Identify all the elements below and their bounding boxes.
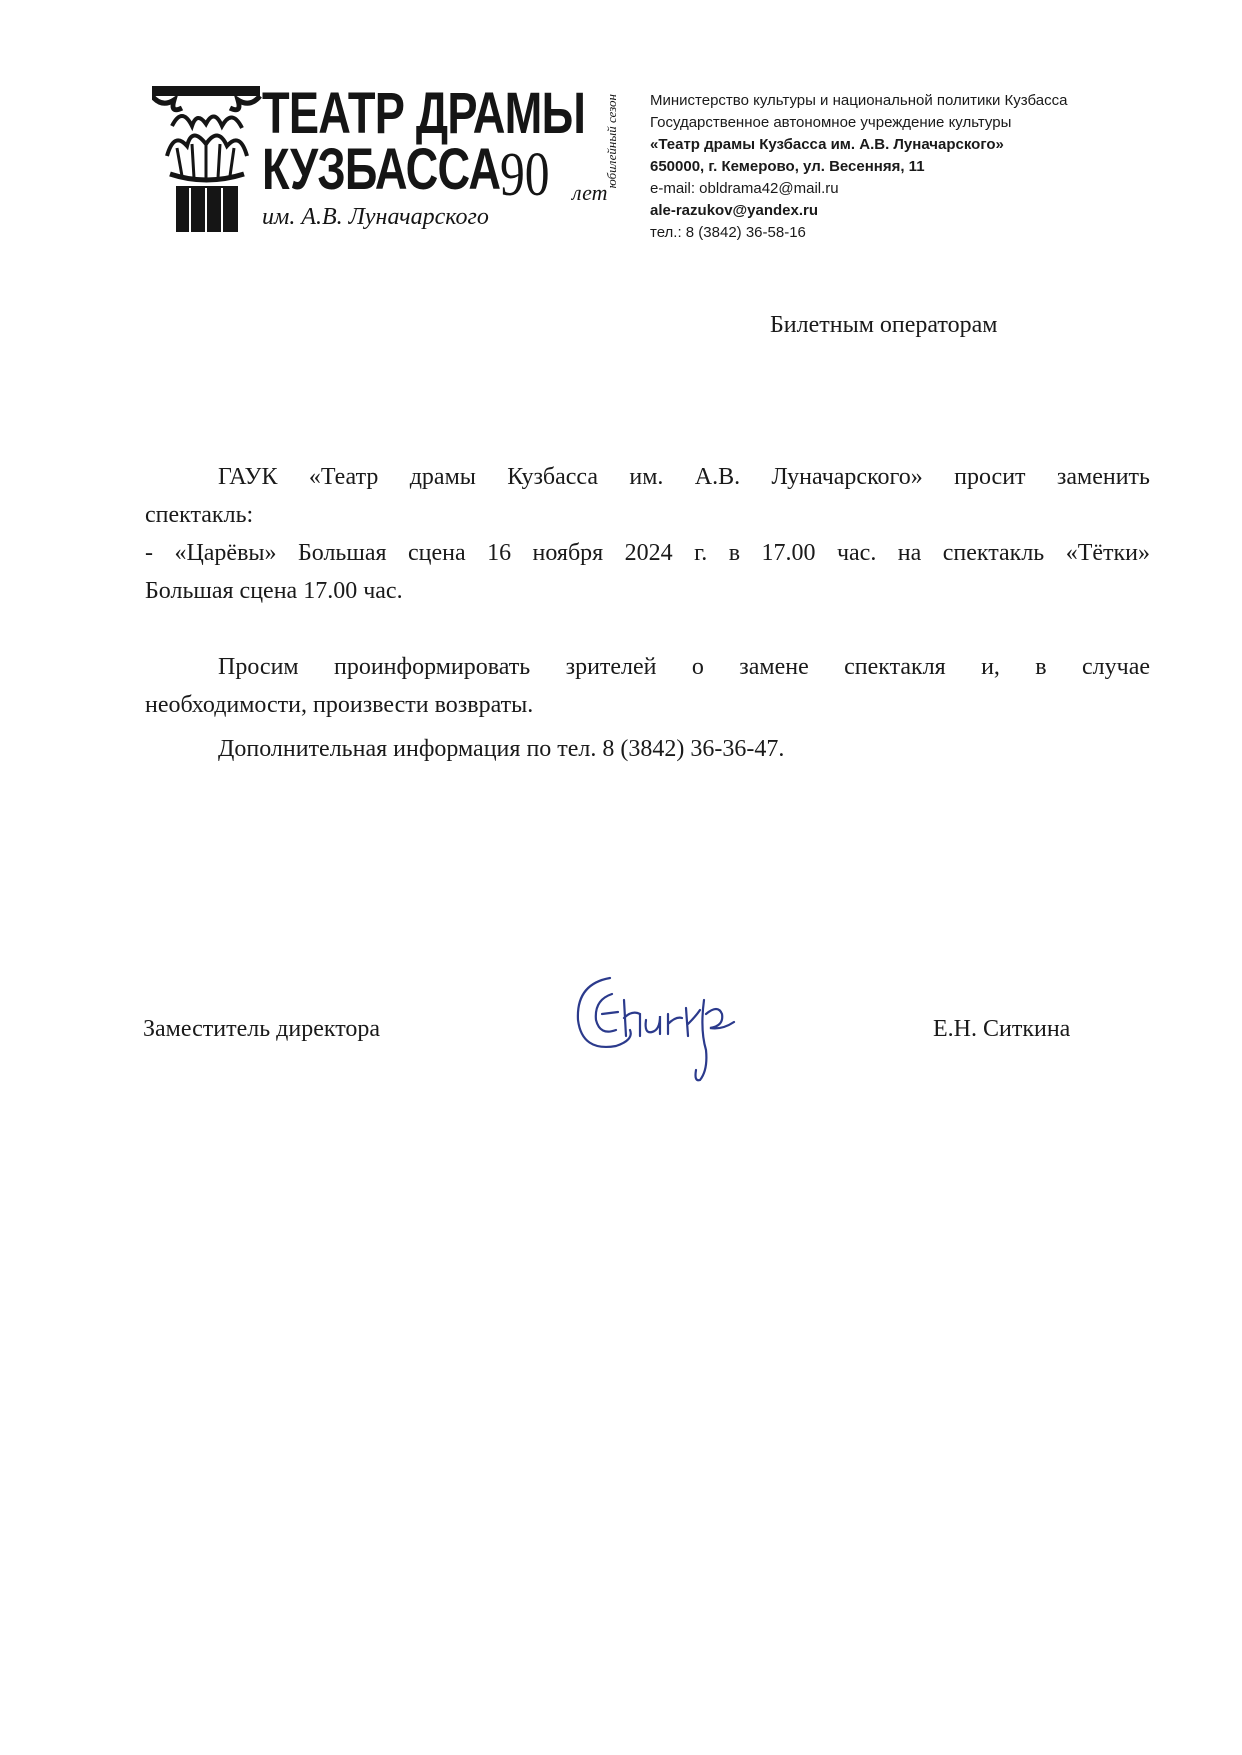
logo-title-line2: КУЗБАССА xyxy=(262,137,501,202)
org-line-ministry: Министерство культуры и национальной политики Кузбасса xyxy=(650,92,1068,109)
org-line-type: Государственное автономное учреждение культуры xyxy=(650,114,1012,131)
signer-name: Е.Н. Ситкина xyxy=(933,1016,1071,1042)
org-line-name: «Театр драмы Кузбасса им. А.В. Луначарского» xyxy=(650,136,1004,153)
request-paragraph xyxy=(145,458,1150,610)
handwritten-signature xyxy=(572,970,762,1090)
contact-paragraph: Дополнительная информация по тел. 8 (3842) 36-36-47. xyxy=(218,736,785,762)
request-line-4: Большая сцена 17.00 час. xyxy=(145,578,403,604)
logo-season: юбилейный сезон xyxy=(604,94,619,189)
logo-subtitle: им. А.В. Луначарского xyxy=(262,204,489,230)
request-line-1: ГАУК «Театр драмы Кузбасса им. А.В. Луначарского» просит заменить xyxy=(218,464,1150,490)
organization-info xyxy=(650,90,1067,244)
logo-years-suffix: лет xyxy=(572,180,608,205)
request-line-3: - «Царёвы» Большая сцена 16 ноября 2024 г. в 17.00 час. на спектакль «Тётки» xyxy=(145,540,1150,566)
request-line-2: спектакль: xyxy=(145,502,254,528)
org-line-phone: тел.: 8 (3842) 36-58-16 xyxy=(650,224,806,241)
org-line-email2: ale-razukov@yandex.ru xyxy=(650,202,819,219)
org-line-address: 650000, г. Кемерово, ул. Весенняя, 11 xyxy=(650,158,925,175)
signer-title: Заместитель директора xyxy=(143,1016,381,1042)
org-line-email: e-mail: obldrama42@mail.ru xyxy=(650,180,839,197)
theatre-logo xyxy=(152,81,622,236)
logo-title-line1: ТЕАТР ДРАМЫ xyxy=(262,81,586,146)
logo-years: 90 xyxy=(500,141,550,209)
inform-line-1: Просим проинформировать зрителей о замене спектакля и, в случае xyxy=(218,654,1150,680)
column-capital-icon xyxy=(152,86,262,236)
addressee: Билетным операторам xyxy=(770,312,998,338)
inform-paragraph xyxy=(145,648,1150,724)
inform-line-2: необходимости, произвести возвраты. xyxy=(145,692,534,718)
